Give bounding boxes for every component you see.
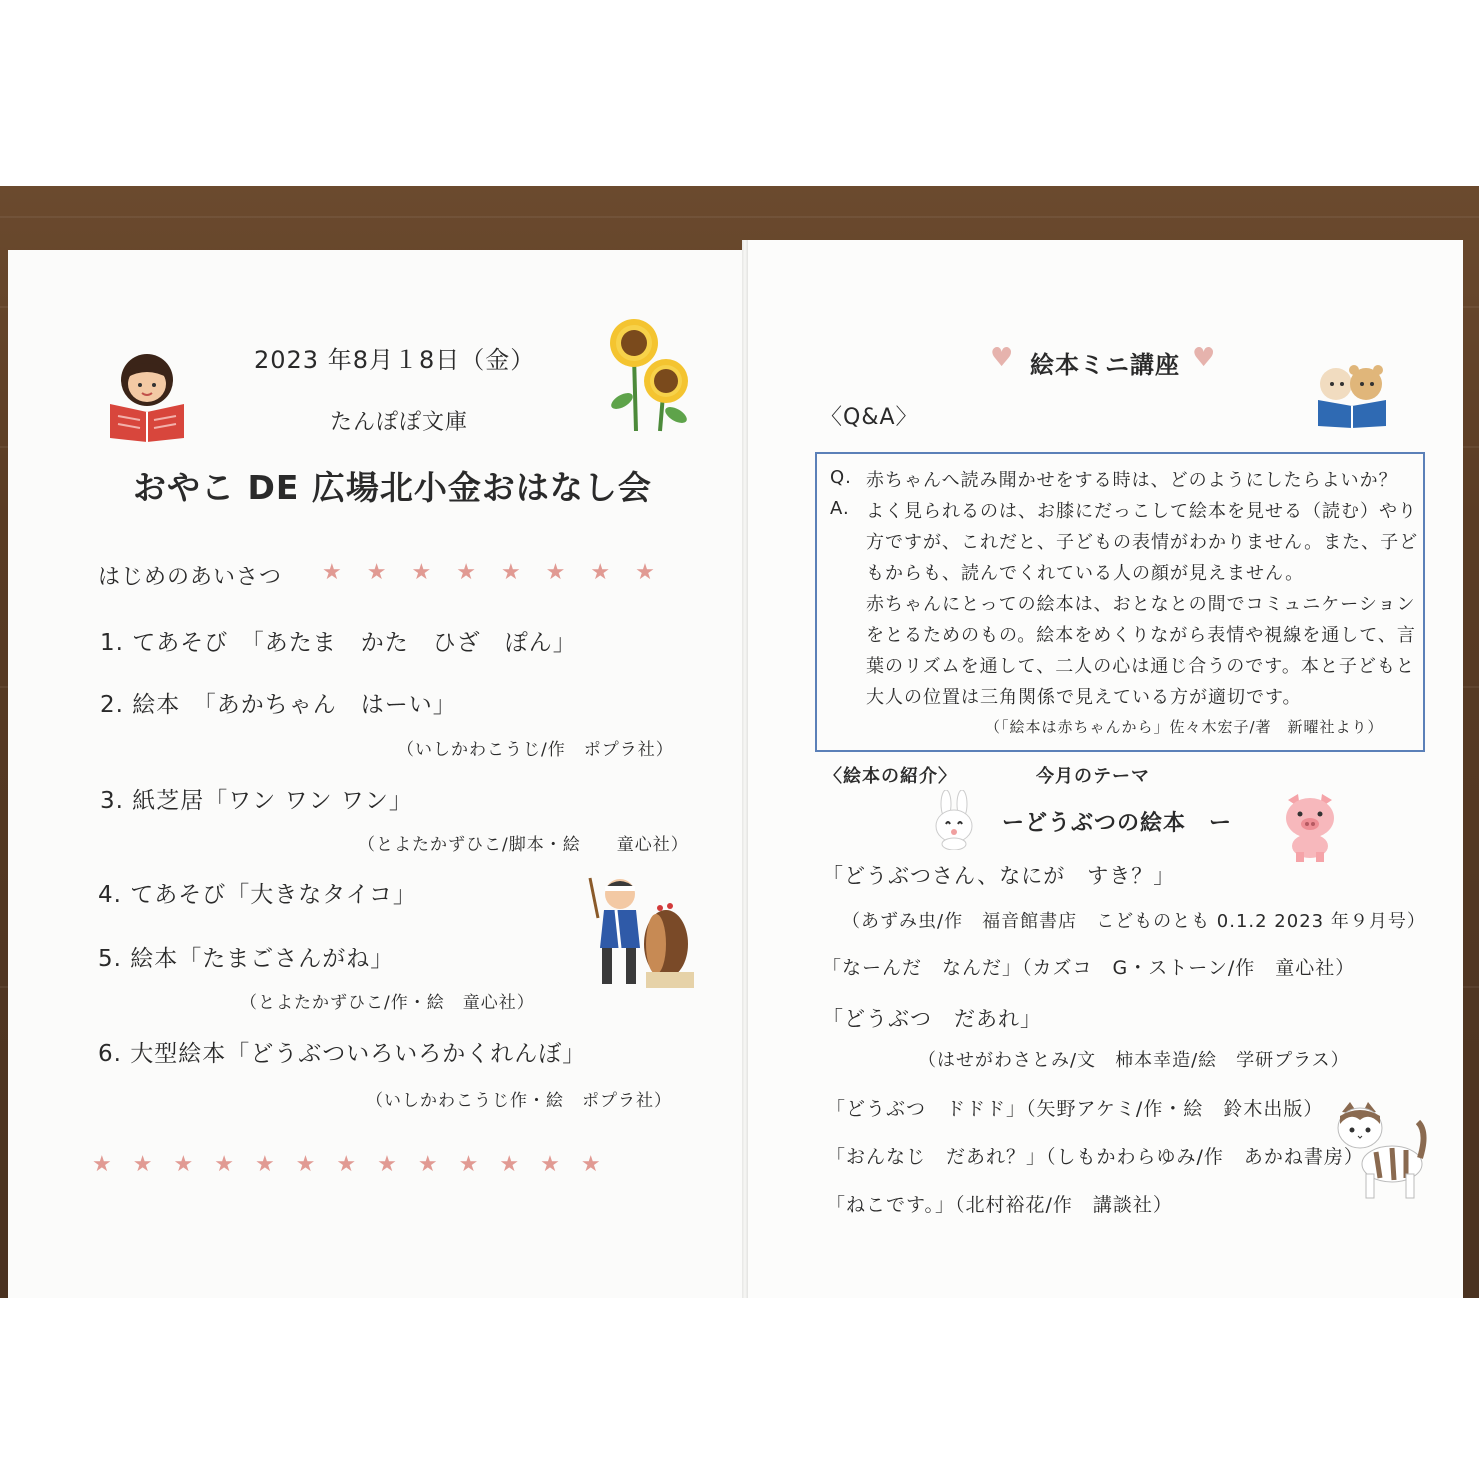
animals-reading-icon [1310, 362, 1394, 428]
star-icon: ★ [173, 1152, 194, 1177]
pig-icon [1280, 790, 1340, 862]
star-icon: ★ [417, 1152, 438, 1177]
event-title: おやこ DE 広場北小金おはなし会 [133, 468, 652, 507]
theme-title: ーどうぶつの絵本 ー [1002, 811, 1233, 836]
girl-reading-icon [104, 350, 190, 442]
star-icon: ★ [545, 560, 566, 585]
question-text: 赤ちゃんへ読み聞かせをする時は、どのようにしたらよいか？ [866, 470, 1398, 491]
star-icon: ★ [500, 560, 521, 585]
star-row-top [322, 560, 655, 585]
program-credit-5: （とよたかずひこ/作・絵 童心社） [240, 993, 535, 1013]
mini-lecture-heading: 絵本ミニ講座 [1030, 351, 1180, 379]
star-icon: ★ [322, 560, 342, 585]
question-mark: Q. [830, 467, 852, 488]
star-icon: ★ [635, 560, 655, 585]
star-icon: ★ [458, 1152, 479, 1177]
star-icon: ★ [92, 1152, 112, 1177]
heart-icon: ♥ [990, 343, 1014, 373]
star-icon: ★ [580, 1152, 601, 1177]
star-icon: ★ [214, 1152, 234, 1177]
book-credit-3: （はせがわさとみ/文 柿本幸造/絵 学研プラス） [918, 1050, 1350, 1071]
answer-line: もからも、読んでくれている人の顔が見えません。 [866, 563, 1305, 584]
page-fold [742, 240, 748, 1298]
program-credit-6: （いしかわこうじ作・絵 ポプラ社） [366, 1091, 672, 1111]
book-title-1: 「どうぶつさん、なにが すき？」 [822, 864, 1176, 888]
book-title-4: 「どうぶつ ドドド」（矢野アケミ/作・絵 鈴木出版） [826, 1098, 1324, 1120]
program-item-5: 5. 絵本「たまごさんがね」 [98, 946, 395, 972]
answer-line: 葉のリズムを通して、二人の心は通じ合うのです。本と子どもと [866, 656, 1415, 677]
book-title-2: 「なーんだ なんだ」（カズコ G・ストーン/作 童心社） [822, 957, 1356, 979]
program-item-3: 3. 紙芝居「ワン ワン ワン」 [100, 788, 413, 814]
star-icon: ★ [295, 1152, 316, 1177]
star-icon: ★ [590, 560, 611, 585]
qa-source: （「絵本は赤ちゃんから」佐々木宏子/著 新曜社より） [985, 718, 1384, 736]
rabbit-icon [930, 790, 978, 850]
book-title-5: 「おんなじ だあれ？」（しもかわらゆみ/作 あかね書房） [826, 1146, 1364, 1168]
answer-line: よく見られるのは、お膝にだっこして絵本を見せる（読む）やり [866, 501, 1417, 522]
library-name: たんぽぽ文庫 [330, 410, 469, 435]
star-icon: ★ [336, 1152, 357, 1177]
star-icon: ★ [499, 1152, 520, 1177]
program-item-1: 1. てあそび 「あたま かた ひざ ぽん」 [100, 630, 577, 656]
theme-label: 今月のテーマ [1036, 766, 1150, 787]
book-title-6: 「ねこです。」（北村裕花/作 講談社） [826, 1194, 1173, 1216]
book-title-3: 「どうぶつ だあれ」 [822, 1007, 1042, 1031]
drummer-boy-icon [586, 868, 704, 994]
event-date: 2023 年8月１8日（金） [254, 346, 536, 374]
program-item-4: 4. てあそび「大きなタイコ」 [98, 882, 417, 908]
answer-mark: A. [830, 498, 850, 519]
answer-line: 方ですが、これだと、子どもの表情がわかりません。また、子ど [866, 532, 1419, 553]
qa-label: 〈Q&A〉 [820, 405, 919, 430]
heart-icon: ♥ [1192, 343, 1216, 373]
star-icon: ★ [377, 1152, 397, 1177]
star-icon: ★ [540, 1152, 560, 1177]
star-icon: ★ [411, 560, 432, 585]
star-icon: ★ [254, 1152, 275, 1177]
program-credit-3: （とよたかずひこ/脚本・絵 童心社） [358, 835, 689, 855]
star-icon: ★ [456, 560, 476, 585]
book-credit-1: （あずみ虫/作 福音館書店 こどものとも 0.1.2 2023 年９月号） [842, 911, 1426, 932]
sunflower-icon [606, 315, 696, 433]
opening-greeting: はじめのあいさつ [98, 565, 283, 590]
answer-line: 大人の位置は三角関係で見えている方が適切です。 [866, 687, 1302, 708]
answer-line: 赤ちゃんにとっての絵本は、おとなとの間でコミュニケーション [866, 594, 1416, 615]
star-row-bottom [92, 1152, 601, 1177]
book-intro-label: 〈絵本の紹介〉 [824, 766, 957, 787]
answer-line: をとるためのもの。絵本をめくりながら表情や視線を通して、言 [866, 625, 1416, 646]
program-item-6: 6. 大型絵本「どうぶついろいろかくれんぼ」 [98, 1041, 587, 1067]
program-credit-2: （いしかわこうじ/作 ポプラ社） [397, 740, 674, 760]
star-icon: ★ [366, 560, 387, 585]
cat-icon [1336, 1102, 1428, 1202]
program-item-2: 2. 絵本 「あかちゃん はーい」 [100, 692, 457, 718]
star-icon: ★ [132, 1152, 153, 1177]
